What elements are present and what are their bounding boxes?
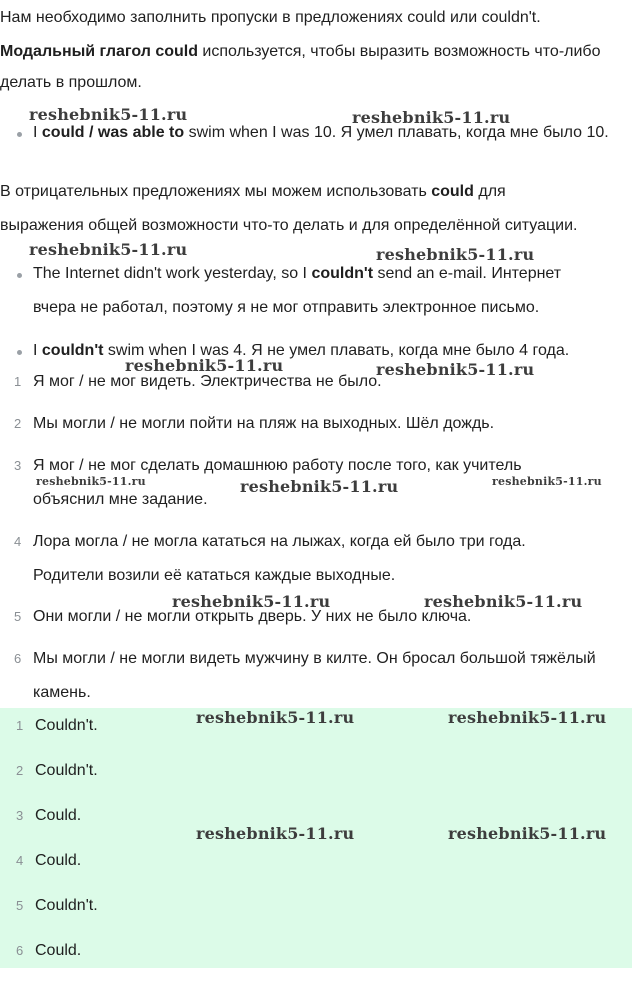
watermark: reshebnik5-11.ru <box>376 245 535 264</box>
answer-text: Couldn't. <box>35 717 98 734</box>
answer-text: Couldn't. <box>35 897 98 914</box>
task-text: Они могли / не могли открыть дверь. У них не было ключа. <box>33 608 472 625</box>
task-text: Я мог / не мог сделать домашнюю работу после того, как учитель <box>33 457 522 474</box>
answer-number: 6 <box>16 943 24 958</box>
example-1-pre: I <box>33 124 42 141</box>
bullet-dot <box>17 132 22 137</box>
watermark: reshebnik5-11.ru <box>125 356 284 375</box>
answer-text: Could. <box>35 852 82 869</box>
watermark: reshebnik5-11.ru <box>240 477 399 496</box>
bullet-dot <box>17 350 22 355</box>
example-3-pre: I <box>33 342 42 359</box>
negative-line-1 <box>0 175 632 209</box>
example-2-pre: The Internet didn't work yesterday, so I <box>33 265 312 282</box>
task-number: 1 <box>14 374 22 389</box>
intro-line-2 <box>0 35 632 69</box>
intro-line-3: делать в прошлом. <box>0 74 142 91</box>
negative-line-2: выражения общей возможности что-то делать и для определённой ситуации. <box>0 217 578 234</box>
watermark: reshebnik5-11.ru <box>448 708 607 727</box>
answer-text: Could. <box>35 942 82 959</box>
example-1-bold: could / was able to <box>41 124 185 141</box>
answer-number: 5 <box>16 898 24 913</box>
example-3-bold: couldn't <box>41 342 104 359</box>
task-text: Мы могли / не могли пойти на пляж на выходных. Шёл дождь. <box>33 415 495 432</box>
example-1-post: swim when I was 10. Я умел плавать, когда мне было 10. <box>184 124 609 141</box>
task-text: Лора могла / не могла кататься на лыжах, когда ей было три года. <box>33 533 526 550</box>
task-text: Я мог / не мог видеть. Электричества не было. <box>33 373 382 390</box>
answer-text: Couldn't. <box>35 762 98 779</box>
answer-text: Could. <box>35 807 82 824</box>
watermark: reshebnik5-11.ru <box>36 475 146 488</box>
watermark: reshebnik5-11.ru <box>424 592 583 611</box>
watermark: reshebnik5-11.ru <box>352 108 511 127</box>
watermark: reshebnik5-11.ru <box>172 592 331 611</box>
negative-pre: В отрицательных предложениях мы можем использовать <box>0 183 432 200</box>
negative-post: для <box>473 183 506 200</box>
answer-number: 3 <box>16 808 24 823</box>
watermark: reshebnik5-11.ru <box>196 824 355 843</box>
task-number: 3 <box>14 458 22 473</box>
answer-number: 4 <box>16 853 24 868</box>
watermark: reshebnik5-11.ru <box>29 240 188 259</box>
example-2-line-2: вчера не работал, поэтому я не мог отправить электронное письмо. <box>33 299 540 316</box>
intro-rest: используется, чтобы выразить возможность что-либо <box>197 43 601 60</box>
task-number: 6 <box>14 651 22 666</box>
task-number: 4 <box>14 534 22 549</box>
task-text-cont: объяснил мне задание. <box>33 491 208 508</box>
watermark: reshebnik5-11.ru <box>376 360 535 379</box>
task-number: 5 <box>14 609 22 624</box>
watermark: reshebnik5-11.ru <box>196 708 355 727</box>
task-text-cont: Родители возили её кататься каждые выходные. <box>33 567 396 584</box>
intro-bold: Модальный глагол could <box>0 43 198 60</box>
watermark: reshebnik5-11.ru <box>448 824 607 843</box>
example-3-post: swim when I was 4. Я не умел плавать, когда мне было 4 года. <box>103 342 570 359</box>
example-2-bold: couldn't <box>311 265 374 282</box>
bullet-dot <box>17 273 22 278</box>
intro-line-1: Нам необходимо заполнить пропуски в предложениях could или couldn't. <box>0 9 541 26</box>
task-number: 2 <box>14 416 22 431</box>
task-text: Мы могли / не могли видеть мужчину в килте. Он бросал большой тяжёлый <box>33 650 596 667</box>
example-2-post: send an e-mail. Интернет <box>373 265 562 282</box>
watermark: reshebnik5-11.ru <box>492 475 602 488</box>
task-text-cont: камень. <box>33 684 91 701</box>
answer-number: 1 <box>16 718 24 733</box>
negative-bold: could <box>431 183 474 200</box>
answer-number: 2 <box>16 763 24 778</box>
watermark: reshebnik5-11.ru <box>29 105 188 124</box>
